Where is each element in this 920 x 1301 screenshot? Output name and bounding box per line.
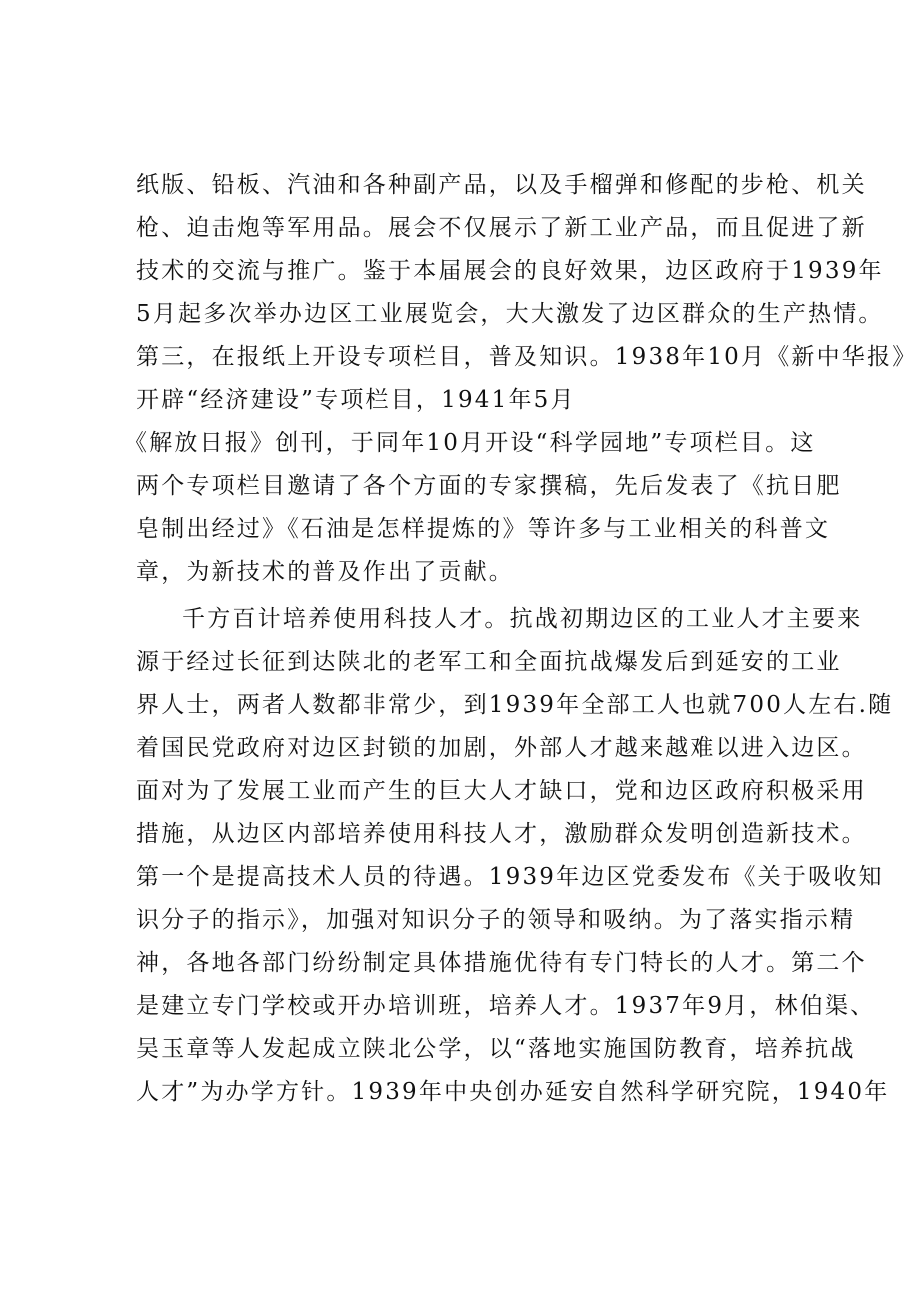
text-line: 第一个是提高技术人员的待遇。1939年边区党委发布《关于吸收知 <box>136 864 884 890</box>
text-line: 5月起多次举办边区工业展览会，大大激发了边区群众的生产热情。 <box>136 301 884 327</box>
text-line: 是建立专门学校或开办培训班，培养人才。1937年9月，林伯渠、 <box>136 993 876 1019</box>
text-line: 枪、迫击炮等军用品。展会不仅展示了新工业产品，而且促进了新 <box>136 215 867 241</box>
text-line: 纸版、铅板、汽油和各种副产品，以及手榴弹和修配的步枪、机关 <box>136 172 867 198</box>
text-line: 面对为了发展工业而产生的巨大人才缺口，党和边区政府积极采用 <box>136 778 867 804</box>
text-line: 着国民党政府对边区封锁的加剧，外部人才越来越难以进入边区。 <box>136 735 867 761</box>
text-line: 章，为新技术的普及作出了贡献。 <box>136 559 514 585</box>
text-line: 两个专项栏目邀请了各个方面的专家撰稿，先后发表了《抗日肥 <box>136 473 842 499</box>
text-line: 神，各地各部门纷纷制定具体措施优待有专门特长的人才。第二个 <box>136 950 867 976</box>
text-line: 技术的交流与推广。鉴于本届展会的良好效果，边区政府于1939年 <box>136 258 884 284</box>
text-line: 千方百计培养使用科技人才。抗战初期边区的工业人才主要来 <box>182 606 863 632</box>
text-line: 源于经过长征到达陕北的老军工和全面抗战爆发后到延安的工业 <box>136 649 842 675</box>
text-line: 界人士，两者人数都非常少，到1939年全部工人也就700人左右.随 <box>136 692 894 718</box>
text-line: 第三，在报纸上开设专项栏目，普及知识。1938年10月《新中华报》 <box>136 344 918 370</box>
text-line: 吴玉章等人发起成立陕北公学，以“落地实施国防教育，培养抗战 <box>136 1036 856 1062</box>
text-line: 人才”为办学方针。1939年中央创办延安自然科学研究院，1940年 <box>136 1079 890 1105</box>
text-line: 措施，从边区内部培养使用科技人才，激励群众发明创造新技术。 <box>136 821 867 847</box>
text-line: 《解放日报》创刊，于同年10月开设“科学园地”专项栏目。这 <box>124 430 816 456</box>
text-line: 皂制出经过》《石油是怎样提炼的》等许多与工业相关的科普文 <box>136 516 831 542</box>
text-line: 开辟“经济建设”专项栏目，1941年5月 <box>136 387 576 413</box>
text-line: 识分子的指示》，加强对知识分子的领导和吸纳。为了落实指示精 <box>136 907 856 933</box>
